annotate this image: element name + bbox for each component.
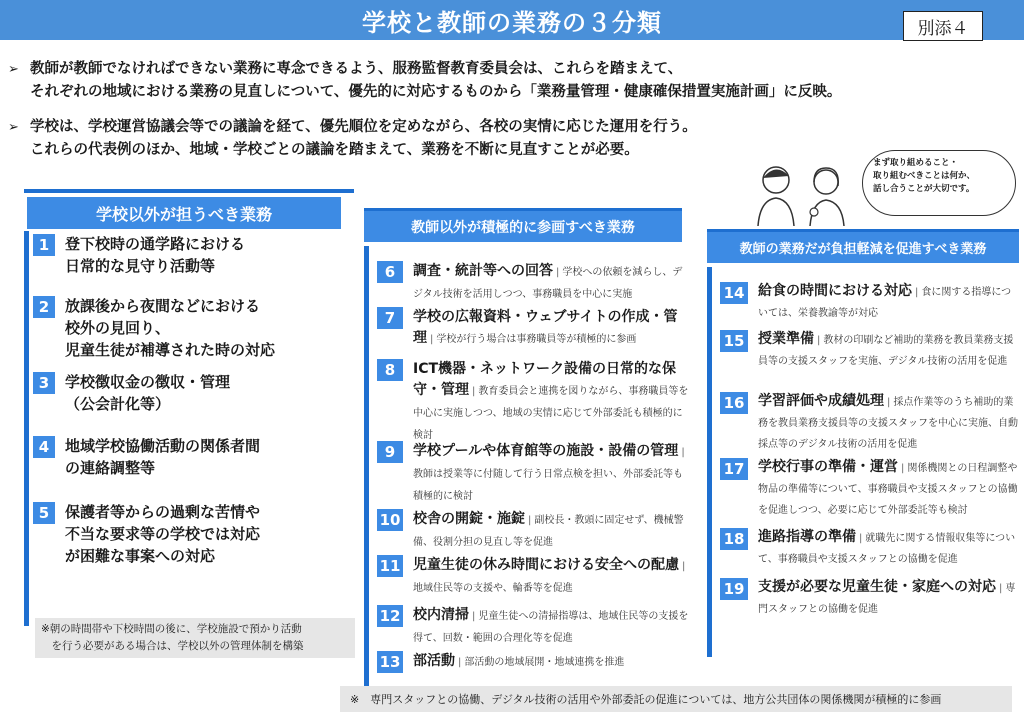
item-number: 5 [33, 502, 55, 524]
item-lead: 学校の広報資料・ウェブサイトの作成・管理 [413, 309, 678, 346]
item-number: 17 [720, 458, 748, 480]
list-item [33, 233, 335, 277]
item-detail: 教師は授業等に付随して行う日常点検を担い、外部委託等も積極的に検討 [413, 469, 683, 502]
list-item: 18 進路指導の準備 | 就職先に関する情報収集等について、事務職員や支援スタッフとの協働を促進 [720, 527, 1020, 569]
item-number: 6 [377, 261, 403, 283]
item-number: 14 [720, 282, 748, 304]
intro-2-line2: これらの代表例のほか、地域・学校ごとの議論を踏まえて、業務を不断に見直すことが必要。 [30, 142, 639, 158]
item-number: 7 [377, 307, 403, 329]
list-item: 9 学校プールや体育館等の施設・設備の管理 |教師は授業等に付随して行う日常点検を担い、外部委託等も積極的に検討 [377, 440, 691, 506]
list-item [33, 501, 335, 567]
item-lead: 校内清掃 [413, 607, 469, 623]
item-detail: 教材の印刷など補助的業務を教員業務支援員等の支援スタッフを実施、デジタル技術の活用を促進 [758, 335, 1014, 367]
bottom-note: ※ 専門スタッフとの協働、デジタル技術の活用や外部委託の促進については、地方公共団体の関係機関が積極的に参画 [340, 686, 1012, 712]
list-item [33, 435, 335, 479]
item-detail: 副校長・教頭に固定せず、機械警備、役割分担の見直し等を促進 [413, 515, 684, 548]
list-item [33, 295, 335, 361]
list-item: 12 校内清掃 | 児童生徒への清掃指導は、地域住民等の支援を得て、回数・範囲の合理化等を促進 [377, 604, 691, 648]
item-detail: 学校への依頼を減らし、デジタル技術を活用しつつ、事務職員を中心に実施 [413, 267, 683, 300]
item-lead: 児童生徒の休み時間における安全への配慮 [413, 557, 679, 573]
speech-bubble: まず取り組めること・ 取り組むべきことは何か、 話し合うことが大切です。 [862, 150, 1016, 216]
column-2-header: 教師以外が積極的に参画すべき業務 [364, 208, 682, 242]
list-item: 6 調査・統計等への回答 | 学校への依頼を減らし、デジタル技術を活用しつつ、事務職員を中心に実施 [377, 260, 691, 304]
item-lead: 給食の時間における対応 [758, 283, 912, 299]
item-text: 登下校時の通学路における 日常的な見守り活動等 [65, 235, 246, 275]
item-text: 保護者等からの過剰な苦情や 不当な要求等の学校では対応 が困難な事案への対応 [65, 503, 261, 565]
list-item [33, 371, 335, 415]
intro-2-line1: 学校は、学校運営協議会等での議論を経て、優先順位を定めながら、各校の実情に応じた運用を行う。 [30, 119, 697, 135]
item-number: 8 [377, 359, 403, 381]
column-1-header-frame [24, 189, 354, 227]
item-lead: 進路指導の準備 [758, 529, 856, 545]
list-item: 11 児童生徒の休み時間における安全への配慮 |地域住民等の支援や、輪番等を促進 [377, 554, 691, 598]
item-number: 3 [33, 372, 55, 394]
column-2-body [364, 246, 692, 686]
list-item: 16 学習評価や成績処理 | 採点作業等のうち補助的業務を教員業務支援員等の支援スタッフを中心に実施、自動採点等のデジタル技術の活用を促進 [720, 391, 1020, 454]
bullet-arrow-icon: ➢ [8, 120, 19, 135]
bullet-arrow-icon: ➢ [8, 62, 19, 77]
column-3-header: 教師の業務だが負担軽減を促進すべき業務 [707, 229, 1019, 263]
teachers-illustration [748, 160, 858, 226]
intro-bullet-1 [8, 58, 1018, 103]
item-detail: 食に関する指導については、栄養教諭等が対応 [758, 287, 1012, 319]
item-text: 地域学校協働活動の関係者間 の連絡調整等 [65, 437, 261, 477]
intro-1-line2: それぞれの地域における業務の見直しについて、優先的に対応するものから「業務量管理・健康確保措置実施計画」に反映。 [30, 84, 842, 100]
item-detail: 学校が行う場合は事務職員等が積極的に参画 [436, 334, 637, 345]
item-detail: 児童生徒への清掃指導は、地域住民等の支援を得て、回数・範囲の合理化等を促進 [413, 611, 689, 644]
item-lead: 授業準備 [758, 331, 814, 347]
item-lead: 支援が必要な児童生徒・家庭への対応 [758, 579, 996, 595]
intro-1-line1: 教師が教師でなければできない業務に専念できるよう、服務監督教育委員会は、これらを踏まえて、 [30, 61, 683, 77]
item-number: 19 [720, 578, 748, 600]
item-number: 11 [377, 555, 403, 577]
item-lead: 学校行事の準備・運営 [758, 459, 898, 475]
item-detail: 部活動の地域展開・地域連携を推進 [464, 657, 625, 668]
column-1-header: 学校以外が担うべき業務 [27, 197, 341, 229]
column-outside-school [24, 189, 354, 669]
column-1-note: ※朝の時間帯や下校時間の後に、学校施設で預かり活動 を行う必要がある場合は、学校以外の管理体制を構築 [35, 618, 355, 658]
item-lead: 学習評価や成績処理 [758, 393, 884, 409]
item-number: 4 [33, 436, 55, 458]
item-lead: 学校プールや体育館等の施設・設備の管理 [413, 443, 679, 459]
list-item: 19 支援が必要な児童生徒・家庭への対応 | 専門スタッフとの協働を促進 [720, 577, 1020, 619]
list-item: 14 給食の時間における対応 | 食に関する指導については、栄養教諭等が対応 [720, 281, 1020, 323]
column-1-body [24, 231, 354, 626]
item-lead: 校舎の開錠・施錠 [413, 511, 525, 527]
item-detail: 就職先に関する情報収集等について、事務職員や支援スタッフとの協働を促進 [758, 533, 1016, 565]
item-text: 学校徴収金の徴収・管理 （公会計化等） [65, 373, 231, 413]
item-number: 13 [377, 651, 403, 673]
list-item: 13 部活動 | 部活動の地域展開・地域連携を推進 [377, 650, 691, 673]
item-number: 12 [377, 605, 403, 627]
item-number: 2 [33, 296, 55, 318]
annex-label: 別添４ [903, 11, 983, 41]
item-lead: ICT機器・ネットワーク設備の日常的な保守・管理 [413, 361, 677, 398]
intro-bullet-2 [8, 116, 1018, 161]
list-item: 15 授業準備 | 教材の印刷など補助的業務を教員業務支援員等の支援スタッフを実施、デジタル技術の活用を促進 [720, 329, 1020, 371]
item-text: 放課後から夜間などにおける 校外の見回り、 児童生徒が補導された時の対応 [65, 297, 276, 359]
item-lead: 部活動 [413, 653, 455, 669]
list-item: 17 学校行事の準備・運営 | 関係機関との日程調整や物品の準備等について、事務職員や支援スタッフとの協働を促進しつつ、必要に応じて外部委託等も検討 [720, 457, 1020, 520]
item-detail: 教育委員会と連携を図りながら、事務職員等を中心に実施しつつ、地域の実情に応じて外部委託も積極的に検討 [413, 386, 689, 441]
item-number: 10 [377, 509, 403, 531]
item-detail: 地域住民等の支援や、輪番等を促進 [413, 583, 573, 594]
item-lead: 調査・統計等への回答 [413, 263, 553, 279]
column-3-body [707, 267, 1019, 657]
title-bar [0, 0, 1024, 40]
list-item: 7 学校の広報資料・ウェブサイトの作成・管理 | 学校が行う場合は事務職員等が積極的に参画 [377, 306, 691, 349]
item-number: 16 [720, 392, 748, 414]
list-item: 10 校舎の開錠・施錠 | 副校長・教頭に固定せず、機械警備、役割分担の見直し等を促進 [377, 508, 691, 552]
item-detail: 採点作業等のうち補助的業務を教員業務支援員等の支援スタッフを中心に実施、自動採点等のデジタル技術の活用を促進 [758, 397, 1018, 450]
item-detail: 専門スタッフとの協働を促進 [758, 583, 1016, 615]
list-item: 8 ICT機器・ネットワーク設備の日常的な保守・管理 | 教育委員会と連携を図りながら、事務職員等を中心に実施しつつ、地域の実情に応じて外部委託も積極的に検討 [377, 358, 691, 445]
item-number: 15 [720, 330, 748, 352]
item-detail: 関係機関との日程調整や物品の準備等について、事務職員や支援スタッフとの協働を促進しつつ、必要に応じて外部委託等も検討 [758, 463, 1018, 516]
item-number: 9 [377, 441, 403, 463]
page-title: 学校と教師の業務の３分類 [362, 8, 662, 37]
item-number: 18 [720, 528, 748, 550]
item-number: 1 [33, 234, 55, 256]
